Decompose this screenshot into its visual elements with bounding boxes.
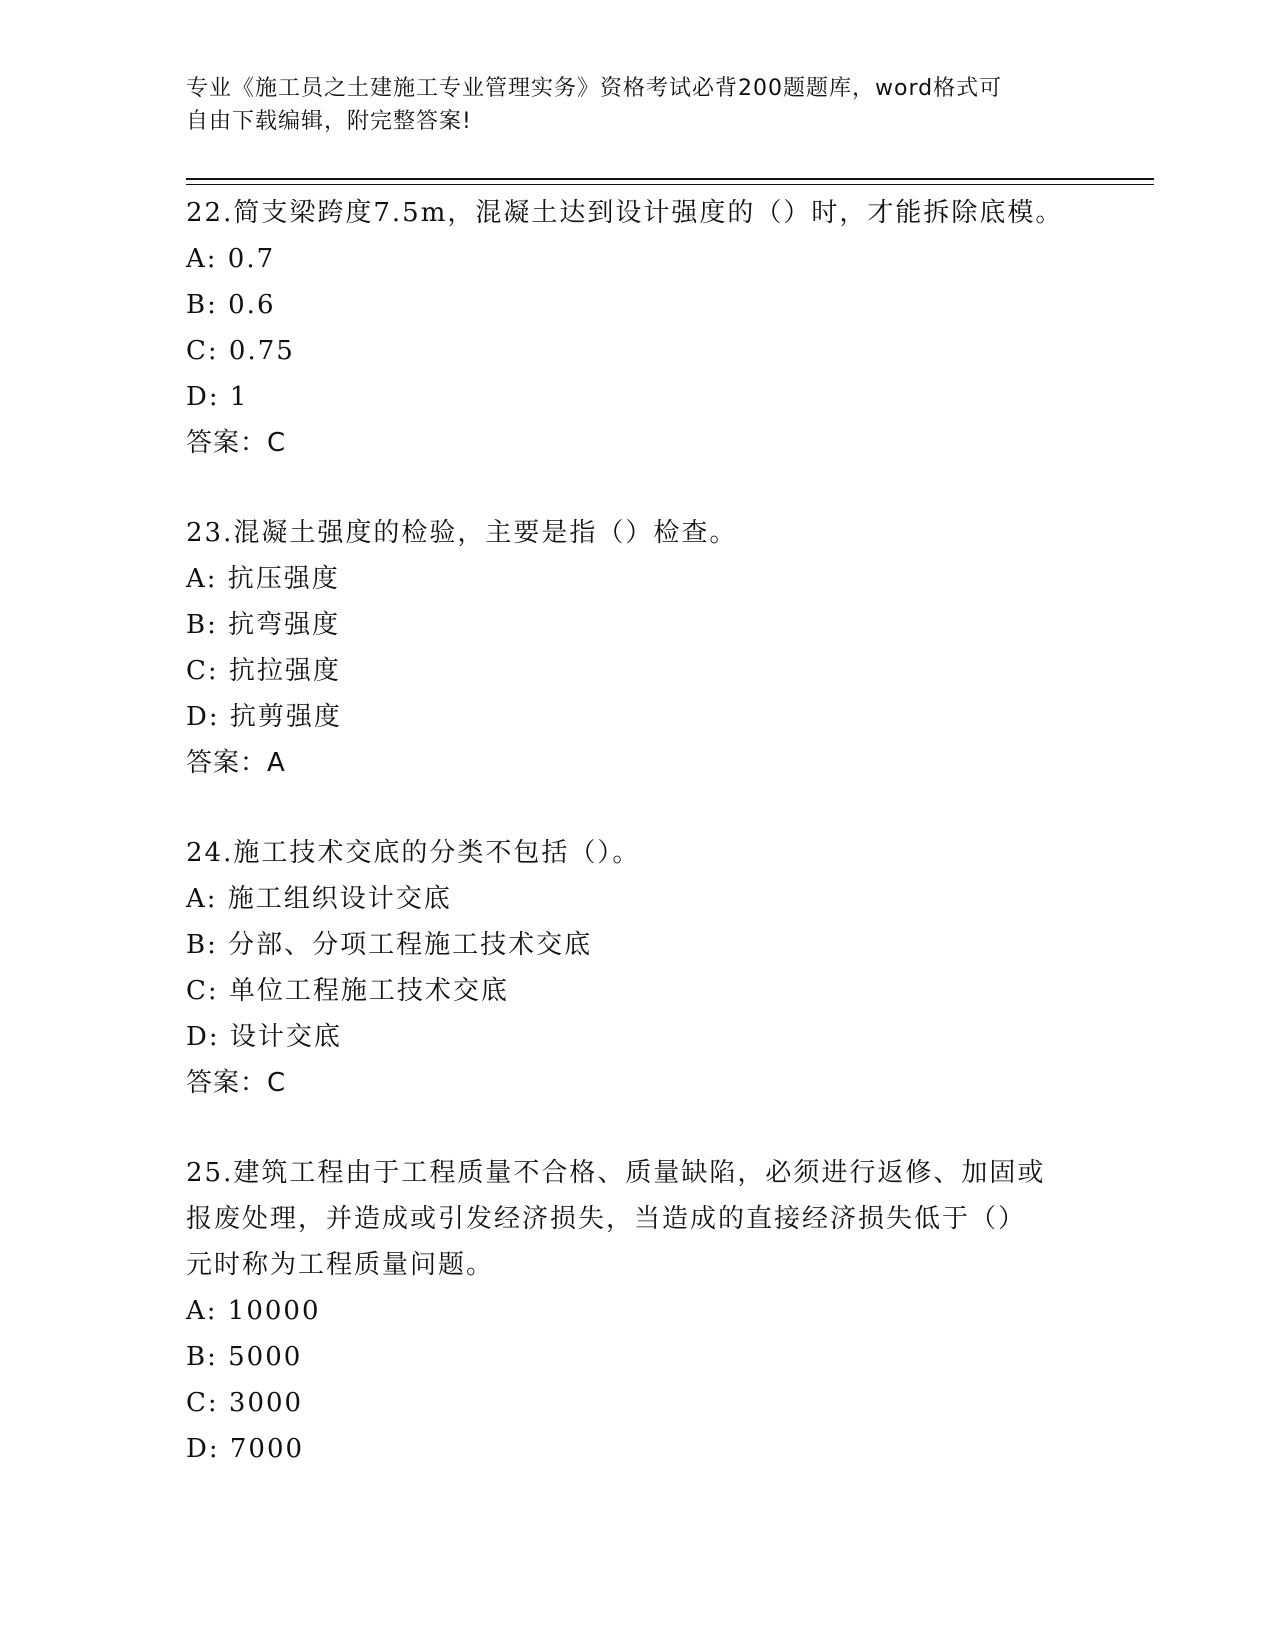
answer-label: 答案：C: [186, 428, 287, 458]
question-spacer: [186, 786, 1086, 830]
header-line-2: 自由下载编辑，附完整答案!: [186, 109, 472, 134]
option-d: D: 抗剪强度: [186, 702, 342, 732]
option-b: B: 0.6: [186, 290, 276, 320]
question-22: [186, 190, 1086, 466]
answer-label: 答案：A: [186, 748, 286, 778]
question-list: [186, 190, 1086, 1472]
option-b: B: 分部、分项工程施工技术交底: [186, 930, 593, 960]
option-b: B: 5000: [186, 1342, 303, 1372]
question-stem-line-2: 报废处理，并造成或引发经济损失，当造成的直接经济损失低于（）: [186, 1204, 1027, 1234]
question-stem: 23.混凝土强度的检验，主要是指（）检查。: [186, 518, 738, 548]
option-a: A: 施工组织设计交底: [186, 884, 452, 914]
option-a: A: 0.7: [186, 244, 276, 274]
option-a: A: 抗压强度: [186, 564, 340, 594]
option-d: D: 设计交底: [186, 1022, 342, 1052]
option-a: A: 10000: [186, 1296, 321, 1326]
option-c: C: 3000: [186, 1388, 304, 1418]
header-divider-thick: [186, 178, 1154, 180]
question-spacer: [186, 466, 1086, 510]
question-stem-line-3: 元时称为工程质量问题。: [186, 1250, 495, 1280]
option-c: C: 单位工程施工技术交底: [186, 976, 509, 1006]
header-divider-thin: [186, 184, 1154, 185]
question-spacer: [186, 1106, 1086, 1150]
document-header: [186, 72, 1066, 138]
question-23: [186, 510, 1086, 786]
question-24: [186, 830, 1086, 1106]
option-b: B: 抗弯强度: [186, 610, 341, 640]
header-line-1: 专业《施工员之土建施工专业管理实务》资格考试必背200题题库，word格式可: [186, 76, 1003, 101]
option-c: C: 0.75: [186, 336, 295, 366]
question-25: [186, 1150, 1086, 1472]
option-c: C: 抗拉强度: [186, 656, 341, 686]
question-stem-line-1: 25.建筑工程由于工程质量不合格、质量缺陷，必须进行返修、加固或: [186, 1158, 1046, 1188]
question-stem: 24.施工技术交底的分类不包括（）。: [186, 838, 641, 868]
question-stem: 22.简支梁跨度7.5m，混凝土达到设计强度的（）时，才能拆除底模。: [186, 198, 1064, 228]
option-d: D: 1: [186, 382, 249, 412]
option-d: D: 7000: [186, 1434, 305, 1464]
answer-label: 答案：C: [186, 1068, 287, 1098]
